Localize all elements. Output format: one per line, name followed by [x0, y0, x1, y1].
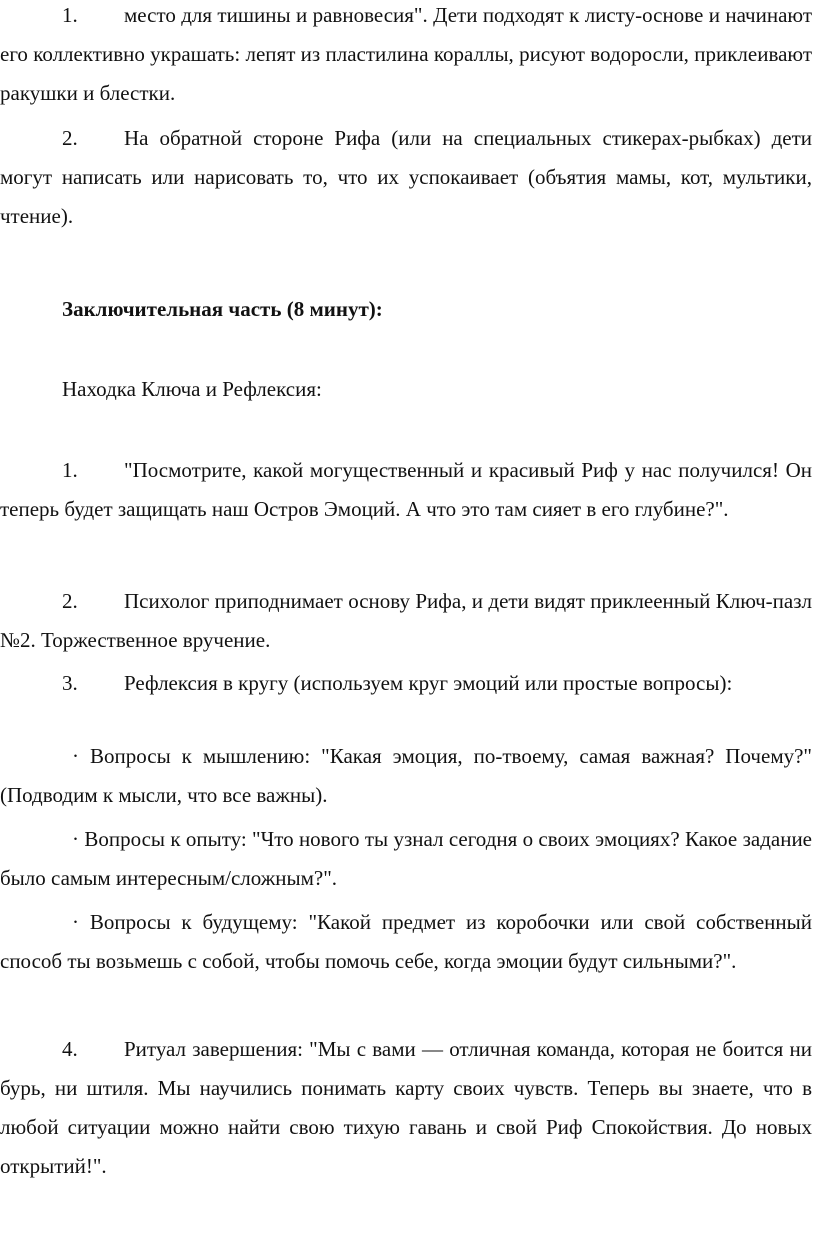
list-item — [0, 0, 812, 113]
section-subheading: Находка Ключа и Рефлексия: — [62, 377, 322, 401]
list-number: 1. — [62, 3, 78, 27]
list-number: 3. — [62, 671, 78, 695]
list-item — [0, 119, 812, 236]
list-item-text: "Посмотрите, какой могущественный и красивый Риф у нас получился! Он теперь будет защищать наш Остров Эмоций. А что это там сияет в его глубине?". — [0, 458, 812, 521]
bullet-item: · Вопросы к будущему: "Какой предмет из коробочки или свой собственный способ ты возьмешь с собой, чтобы помочь себе, когда эмоции будут сильными?". — [0, 910, 812, 973]
list-item-text: На обратной стороне Рифа (или на специальных стикерах-рыбках) дети могут написать или нарисовать то, что их успокаивает (объятия мамы, кот, мультики, чтение). — [0, 126, 812, 228]
list-number: 1. — [62, 458, 78, 482]
list-item-text: место для тишины и равновесия". Дети подходят к листу-основе и начинают его коллективно украшать: лепят из пластилина кораллы, рисуют водоросли, приклеивают ракушки и блестки. — [0, 3, 812, 105]
bullet-item: · Вопросы к опыту: "Что нового ты узнал сегодня о своих эмоциях? Какое задание было самым интересным/сложным?". — [0, 827, 812, 890]
bullet-item: · Вопросы к мышлению: "Какая эмоция, по-твоему, самая важная? Почему?" (Подводим к мысли, что все важны). — [0, 744, 812, 807]
list-item — [0, 582, 812, 660]
list-number: 4. — [62, 1037, 78, 1061]
list-item-text: Психолог приподнимает основу Рифа, и дети видят приклеенный Ключ-пазл №2. Торжественное вручение. — [0, 589, 812, 652]
section-heading: Заключительная часть (8 минут): — [62, 297, 383, 321]
list-item — [0, 451, 812, 529]
list-number: 2. — [62, 589, 78, 613]
list-item-text: Рефлексия в кругу (используем круг эмоций или простые вопросы): — [124, 671, 733, 695]
list-item-text: Ритуал завершения: "Мы с вами — отличная команда, которая не боится ни бурь, ни штиля. Мы научились понимать карту своих чувств. Теперь вы знаете, что в любой ситуации можно найти свою тихую гавань и свой Риф Спокойствия. До новых открытий!". — [0, 1037, 812, 1178]
list-item — [0, 1030, 812, 1186]
list-item — [0, 667, 812, 700]
list-number: 2. — [62, 126, 78, 150]
